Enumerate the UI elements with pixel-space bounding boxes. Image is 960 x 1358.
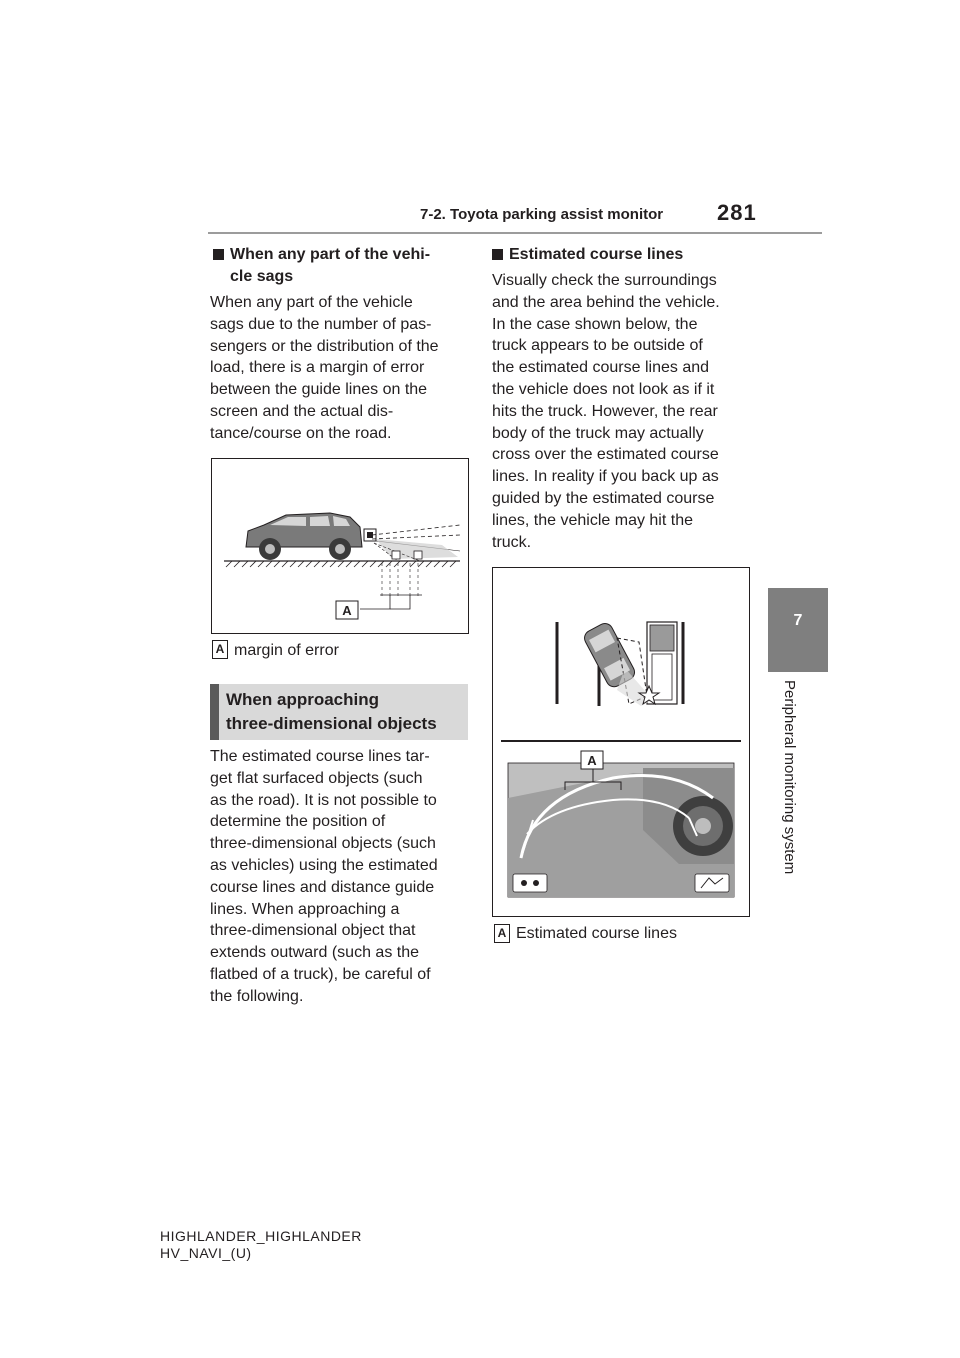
- footer-model: [160, 1228, 362, 1262]
- course-lines-svg: [493, 568, 749, 916]
- course-lines-figure: [492, 567, 750, 917]
- chapter-label: Peripheral monitoring system: [781, 680, 798, 875]
- chapter-number: 7: [793, 612, 803, 629]
- text-line: between the guide lines on the: [210, 381, 428, 399]
- square-bullet-icon: [492, 249, 503, 260]
- sag-diagram-svg: [212, 459, 468, 633]
- chapter-tab: [768, 588, 828, 672]
- course-lines-paragraph: [492, 270, 720, 553]
- figure-callout-a: A: [587, 753, 597, 768]
- text-line: extends outward (such as the: [210, 944, 420, 962]
- sag-caption-text: margin of error: [234, 642, 339, 659]
- section-title: [226, 688, 437, 736]
- guide-line-toggle-icon: [695, 874, 729, 892]
- section-bar-edge: [210, 684, 219, 740]
- caption-text: Estimated course lines: [516, 925, 677, 942]
- header-rule: [208, 232, 822, 234]
- section-title-line2: three-dimensional objects: [226, 714, 437, 733]
- text-line: screen and the actual dis-: [210, 402, 394, 420]
- text-line: The estimated course lines tar-: [210, 748, 430, 765]
- footer-line1: HIGHLANDER_HIGHLANDER: [160, 1228, 362, 1244]
- caption-label-a: A: [494, 924, 510, 943]
- text-line: and the area behind the vehicle.: [492, 293, 720, 311]
- square-bullet-icon: [213, 249, 224, 260]
- text-line: Visually check the surroundings: [492, 272, 717, 289]
- course-lines-heading: [492, 244, 683, 266]
- course-lines-heading-text: Estimated course lines: [509, 246, 684, 263]
- text-line: guided by the estimated course: [492, 489, 715, 507]
- text-line: flatbed of a truck), be careful of: [210, 965, 431, 983]
- text-line: as vehicles) using the estimated: [210, 856, 438, 874]
- sag-figure: [211, 458, 469, 634]
- text-line: body of the truck may actually: [492, 424, 704, 442]
- text-line: load, there is a margin of error: [210, 359, 425, 377]
- sag-heading: [210, 244, 430, 288]
- text-line: get flat surfaced objects (such: [210, 769, 423, 787]
- section-title-line1: When approaching: [226, 690, 379, 709]
- text-line: hits the truck. However, the rear: [492, 402, 718, 420]
- sag-paragraph: [210, 292, 439, 445]
- text-line: When any part of the vehicle: [210, 294, 413, 311]
- text-line: determine the position of: [210, 813, 386, 831]
- view-switch-icon: [513, 874, 547, 892]
- text-line: cross over the estimated course: [492, 446, 719, 464]
- text-line: the vehicle does not look as if it: [492, 380, 715, 398]
- text-line: as the road). It is not possible to: [210, 791, 437, 809]
- text-line: In the case shown below, the: [492, 315, 698, 333]
- text-line: sengers or the distribution of the: [210, 337, 439, 355]
- sag-heading-line1: When any part of the vehi-: [230, 246, 431, 263]
- text-line: the following.: [210, 987, 304, 1005]
- course-lines-caption: [494, 923, 677, 945]
- text-line: the estimated course lines and: [492, 359, 710, 377]
- page-number: 281: [717, 200, 757, 225]
- sag-heading-line2: cle sags: [230, 268, 294, 285]
- footer-line2: HV_NAVI_(U): [160, 1245, 252, 1261]
- text-line: tance/course on the road.: [210, 424, 392, 442]
- text-line: lines. In reality if you back up as: [492, 468, 719, 486]
- text-line: lines, the vehicle may hit the: [492, 511, 693, 529]
- text-line: three-dimensional object that: [210, 922, 416, 940]
- header-section-title: 7-2. Toyota parking assist monitor: [420, 206, 664, 223]
- text-line: course lines and distance guide: [210, 878, 435, 896]
- figure-callout-a: A: [342, 603, 352, 618]
- text-line: three-dimensional objects (such: [210, 835, 436, 853]
- caption-label-a: A: [212, 640, 228, 659]
- text-line: truck.: [492, 533, 532, 551]
- 3d-objects-paragraph: [210, 746, 438, 1008]
- text-line: truck appears to be outside of: [492, 337, 703, 355]
- text-line: lines. When approaching a: [210, 900, 400, 918]
- sag-caption: [212, 640, 225, 659]
- text-line: sags due to the number of pas-: [210, 315, 432, 333]
